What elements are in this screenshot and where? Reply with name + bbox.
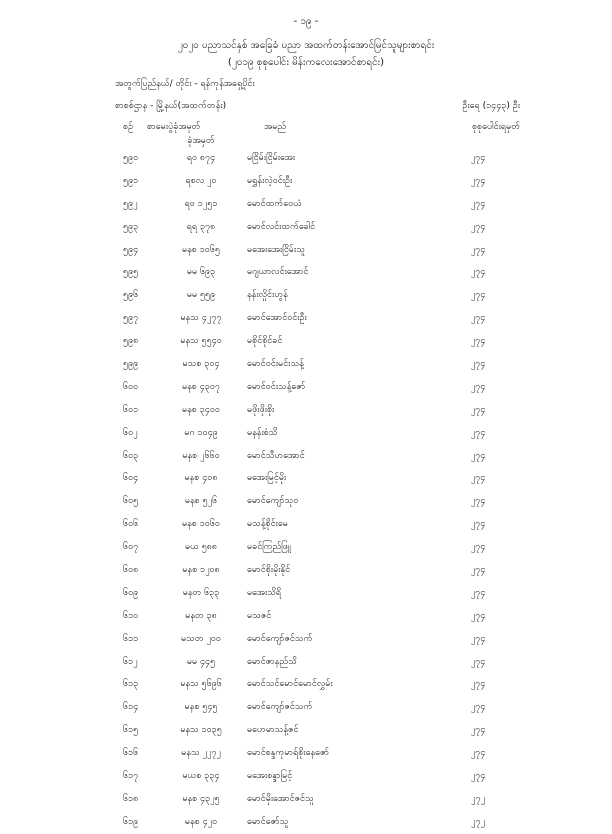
student-name: မောင်မိုးအောင်ဇင်သူ [247, 793, 314, 804]
student-name: မဂျယာလင်းအောင် [247, 267, 309, 278]
total-mark: ၂၇၄ [470, 565, 486, 576]
table-row [0, 399, 612, 422]
header-no: စဉ် [123, 122, 134, 132]
student-name: မနန်းစံသိ [247, 427, 278, 438]
total-mark: ၂၇၄ [470, 221, 486, 232]
exam-center-line: စာစစ်ဌာန - မြို့နယ်(အထက်တန်း) [115, 101, 227, 111]
row-number: ၆၁၉ [123, 816, 139, 827]
row-number: ၆၁၄ [123, 702, 139, 713]
row-number: ၅၉၂ [123, 198, 138, 209]
total-mark: ၂၇၄ [470, 633, 486, 644]
total-mark: ၂၇၄ [470, 771, 486, 782]
roll-number: မနစ ၁၀၆၀ [182, 519, 220, 530]
roll-number: မနသ ၅၆၉၆ [180, 679, 222, 690]
roll-number: မနတ ၃၈ [185, 610, 217, 621]
total-mark: ၂၇၄ [470, 175, 486, 186]
total-mark: ၂၇၄ [470, 427, 486, 438]
row-number: ၆၁၃ [123, 679, 139, 690]
row-number: ၅၉၀ [123, 153, 139, 163]
row-number: ၆၀၃ [123, 450, 139, 461]
roll-number: မနစ ၅၂၆ [184, 496, 218, 507]
roll-number: မနစ ၂၆၆၀ [182, 450, 220, 461]
roll-number: ရစလ ၂၀ [185, 175, 217, 186]
student-name: မငြိမ်းငြိမ်းအေး [247, 153, 296, 163]
student-name: မအေးစန္ဒာမြင့် [247, 771, 293, 782]
table-row [0, 330, 612, 353]
student-name: မအေးအေးငြိမ်းသူ [247, 244, 305, 255]
results-table [0, 147, 612, 834]
header-roll-top: စာမေးပွဲခုံအမှတ် [147, 122, 201, 132]
row-number: ၆၀၈ [123, 565, 139, 576]
total-mark: ၂၇၄ [470, 381, 486, 392]
table-row [0, 147, 612, 170]
row-number: ၆၁၁ [123, 633, 139, 644]
roll-number: မနသ ၄၂၇၇ [180, 313, 222, 324]
student-name: မောင်ကျော်ဇင်သက် [247, 633, 313, 644]
total-mark: ၂၇၄ [470, 748, 486, 759]
roll-number: မသတ ၂၀၀ [180, 633, 221, 644]
row-number: ၆၁၇ [123, 771, 139, 782]
total-mark: ၂၇၄ [470, 313, 486, 324]
header-roll: ခုံအမှတ် [187, 136, 215, 146]
student-name: မောင်အောင်ဝင်းဦး [247, 313, 307, 324]
table-row [0, 193, 612, 216]
row-number: ၆၀၅ [123, 496, 139, 507]
total-mark: ၂၇၄ [470, 290, 486, 301]
roll-number: မသစ ၃၀၄ [182, 359, 220, 370]
row-number: ၆၀၇ [123, 542, 139, 553]
roll-number: မမ ၄၄၅ [186, 656, 216, 667]
roll-number: မနစ ၄၃၀၇ [182, 381, 220, 392]
student-name: မောင်ဝင်းသန့်ဇော် [247, 381, 306, 392]
total-count: ဦးရေ (၁၄၄၃) ဦး [462, 101, 520, 111]
region-line: အတွက်ပြည်နယ်/ တိုင်း - ရန်ကုန်အရှေ့ပိုင်း [115, 79, 255, 89]
page-number: - ၁၉ - [293, 16, 319, 27]
table-row [0, 605, 612, 628]
row-number: ၅၉၈ [123, 336, 139, 347]
row-number: ၅၉၁ [123, 175, 139, 186]
row-number: ၅၉၇ [123, 313, 139, 324]
student-name: မောင်ဇော်သူ [247, 816, 289, 827]
row-number: ၅၉၄ [123, 244, 139, 255]
total-mark: ၂၇၄ [470, 702, 486, 713]
student-name: မောင်ထက်ဝေယံ [247, 198, 302, 209]
roll-number: မနစ ၁၂၀၈ [182, 565, 220, 576]
row-number: ၅၉၃ [123, 221, 139, 232]
roll-number: မမ ၅၅၉ [186, 290, 216, 301]
table-row [0, 513, 612, 536]
total-mark: ၂၇၄ [470, 404, 486, 415]
row-number: ၅၉၅ [123, 267, 139, 278]
table-row [0, 582, 612, 605]
student-name: မသဇင် [247, 610, 272, 621]
roll-number: မနစ ၅၄၅ [184, 702, 218, 713]
row-number: ၆၁၅ [123, 725, 139, 736]
table-row [0, 673, 612, 696]
total-mark: ၂၇၄ [470, 359, 486, 370]
roll-number: ရဗ ၁၂၅၁ [184, 198, 218, 209]
student-name: မခင်ကြည်ဖြူ [247, 542, 291, 553]
table-row [0, 788, 612, 811]
table-row [0, 445, 612, 468]
row-number: ၆၀၀ [123, 381, 139, 392]
table-row [0, 170, 612, 193]
total-mark: ၂၇၄ [470, 679, 486, 690]
total-mark: ၂၇၄ [470, 542, 486, 553]
table-row [0, 422, 612, 445]
roll-number: မနစ ၄၂၀ [184, 816, 218, 827]
student-name: မအေးမြင့်မိုး [247, 473, 287, 484]
table-row [0, 239, 612, 262]
table-row [0, 651, 612, 674]
roll-number: မဂ ၁၀၄၉ [184, 427, 218, 438]
table-row [0, 696, 612, 719]
student-name: မောင်စန္ဒကုမာရ်စိုးနေဇော် [247, 748, 330, 759]
roll-number: မနတ ၆၃၃ [182, 587, 220, 598]
roll-number: မနစ ၁၀၆၅ [182, 244, 220, 255]
table-row [0, 765, 612, 788]
total-mark: ၂၇၄ [470, 656, 486, 667]
student-name: မောင်ဝင်းမင်းသန့် [247, 359, 304, 370]
row-number: ၆၀၆ [123, 519, 139, 530]
row-number: ၆၀၂ [123, 427, 138, 438]
total-mark: ၂၇၂ [471, 793, 485, 804]
total-mark: ၂၇၄ [470, 153, 486, 163]
table-row [0, 284, 612, 307]
student-name: မရွှန်းလဲ့ဝင်းဦး [247, 175, 293, 186]
document-title: ၂၀၂၀ ပညာသင်နှစ် အခြေခံ ပညာ အထက်တန်းအောင်မြင်သူများစာရင်း [177, 40, 435, 51]
table-row [0, 742, 612, 765]
student-name: မဟေမာသန့်ဇင် [247, 725, 299, 736]
row-number: ၆၀၉ [123, 587, 139, 598]
student-name: မောင်စိုးမိုးနိုင် [247, 565, 291, 576]
total-mark: ၂၇၂ [471, 816, 485, 827]
table-row [0, 536, 612, 559]
student-name: မသန့်စိုင်းမေ [247, 519, 288, 530]
student-name: နန်းလှိုင်းဟွန် [247, 290, 288, 301]
row-number: ၅၉၉ [123, 359, 139, 370]
total-mark: ၂၇၄ [470, 336, 486, 347]
roll-number: မနစ ၄၃၂၅ [182, 793, 220, 804]
row-number: ၆၁၀ [123, 610, 139, 621]
table-row [0, 559, 612, 582]
total-mark: ၂၇၄ [470, 267, 486, 278]
table-row [0, 307, 612, 330]
roll-number: မယ ၅၈၈ [184, 542, 218, 553]
roll-number: မနစ ၃၄၀၀ [182, 404, 220, 415]
total-mark: ၂၇၄ [470, 725, 486, 736]
student-name: မောင်လင်းထက်ခေါင် [247, 221, 316, 232]
row-number: ၆၀၁ [123, 404, 139, 415]
table-row [0, 628, 612, 651]
total-mark: ၂၇၄ [470, 610, 486, 621]
student-name: မစိုင်စိုင်ခင် [247, 336, 283, 347]
roll-number: မယစ ၃၃၄ [182, 771, 220, 782]
roll-number: မနသ ၂၂၇၂ [181, 748, 221, 759]
header-mark: စုစုပေါင်းရမှတ် [471, 122, 520, 132]
row-number: ၆၁၂ [123, 656, 138, 667]
roll-number: ရဝ ၈၇၄ [186, 153, 216, 163]
roll-number: မမ ၆၉၃ [186, 267, 216, 278]
total-mark: ၂၇၄ [470, 587, 486, 598]
table-row [0, 261, 612, 284]
row-number: ၆၁၆ [123, 748, 139, 759]
total-mark: ၂၇၄ [470, 496, 486, 507]
table-row [0, 376, 612, 399]
student-name: မောင်သီဟအောင် [247, 450, 305, 461]
roll-number: ရရ ၃၇၈ [186, 221, 216, 232]
student-name: မောင်ဇာနည်သိ [247, 656, 297, 667]
roll-number: မနစ ၄၀၈ [184, 473, 218, 484]
student-name: မောင်သင်မောင်မောင်လွှမ်း [247, 679, 333, 690]
row-number: ၆၁၈ [123, 793, 139, 804]
row-number: ၆၀၄ [123, 473, 139, 484]
document-subtitle: (၂၀၁၉ စုစုပေါင်း မိန်းကလေးအောင်စာရင်း) [227, 57, 385, 68]
student-name: မဖိုးဖိုးစိုး [247, 404, 275, 415]
table-row [0, 467, 612, 490]
table-row [0, 216, 612, 239]
student-name: မအေးသိရိ [247, 587, 282, 598]
roll-number: မနသ ၅၅၄၀ [180, 336, 222, 347]
table-row [0, 353, 612, 376]
table-row [0, 811, 612, 834]
table-row [0, 490, 612, 513]
header-name: အမည် [264, 122, 287, 132]
roll-number: မနသ ၁၀၃၅ [180, 725, 222, 736]
student-name: မောင်ကျော်ဇင်သက် [247, 702, 313, 713]
total-mark: ၂၇၄ [470, 244, 486, 255]
row-number: ၅၉၆ [123, 290, 139, 301]
total-mark: ၂၇၄ [470, 519, 486, 530]
total-mark: ၂၇၄ [470, 473, 486, 484]
total-mark: ၂၇၄ [470, 450, 486, 461]
student-name: မောင်ကျော်သုဝ [247, 496, 299, 507]
table-row [0, 719, 612, 742]
total-mark: ၂၇၄ [470, 198, 486, 209]
